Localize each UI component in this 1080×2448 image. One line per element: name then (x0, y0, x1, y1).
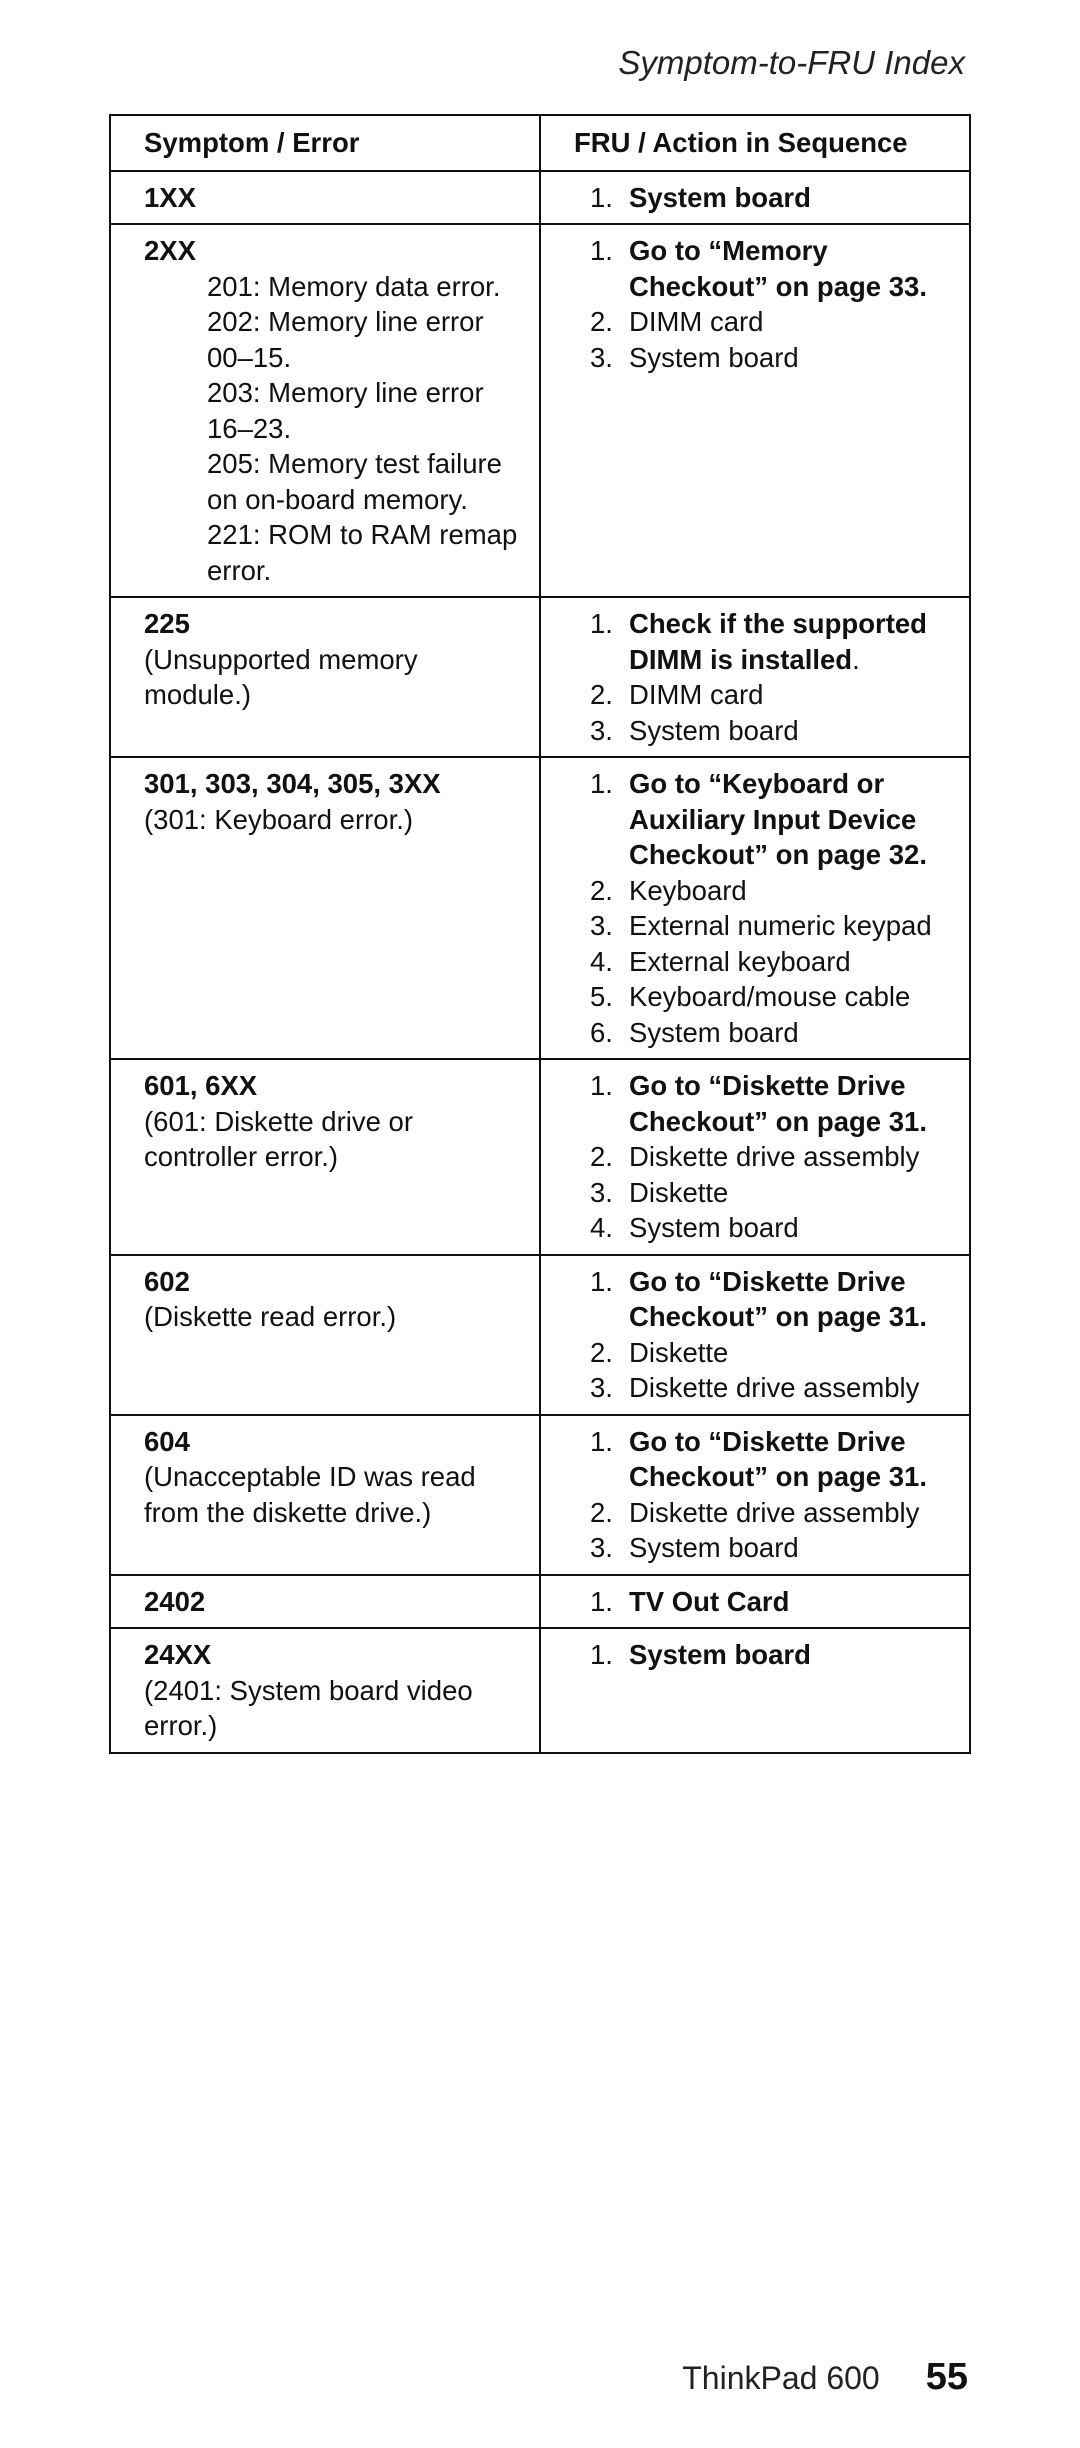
action-item (574, 1424, 953, 1495)
fru-action-cell (540, 1059, 970, 1255)
error-description: (301: Keyboard error.) (144, 803, 414, 835)
fru-action-cell (540, 1255, 970, 1415)
symptom-cell (110, 1415, 540, 1575)
action-number: 2. (590, 1141, 613, 1172)
action-number: 3. (590, 1176, 613, 1208)
page-footer (682, 2356, 968, 2399)
action-number: 3. (590, 1532, 613, 1563)
action-item (574, 304, 953, 340)
action-number: 4. (590, 1212, 613, 1243)
symptom-cell (110, 1255, 540, 1415)
action-number: 3. (590, 910, 613, 941)
fru-action-cell (540, 1575, 970, 1629)
action-text: DIMM card (629, 679, 764, 710)
action-text: DIMM card (629, 306, 764, 337)
error-code: 2402 (144, 1585, 206, 1617)
action-number: 1. (590, 768, 613, 799)
action-item (574, 1139, 953, 1175)
table-header-row (110, 115, 970, 171)
action-item (574, 979, 953, 1015)
fru-action-cell (540, 757, 970, 1059)
error-sublist-item: 202: Memory line error 00–15. (207, 306, 484, 373)
action-text: System board (629, 1016, 799, 1048)
table-row (110, 1575, 970, 1629)
fru-action-cell (540, 171, 970, 225)
action-text-tail: . (852, 643, 860, 675)
action-text: Check if the supported DIMM is installed (629, 608, 927, 675)
table-row (110, 597, 970, 757)
error-sublist-item: 201: Memory data error. (207, 270, 501, 302)
action-number: 2. (590, 1496, 613, 1528)
action-item (574, 606, 953, 677)
error-code: 602 (144, 1265, 190, 1297)
action-number: 2. (590, 1336, 613, 1368)
action-number: 5. (590, 981, 613, 1012)
fru-action-cell (540, 1415, 970, 1575)
error-description: (Diskette read error.) (144, 1301, 397, 1332)
error-description: (Unsupported memory module.) (144, 643, 418, 710)
action-item (574, 1637, 953, 1673)
table-row (110, 224, 970, 597)
error-sublist (144, 269, 523, 589)
action-item (574, 1530, 953, 1566)
table-row (110, 757, 970, 1059)
action-item (574, 944, 953, 980)
action-item (574, 180, 953, 216)
error-code: 604 (144, 1425, 190, 1457)
action-number: 3. (590, 341, 613, 373)
fru-action-cell (540, 1628, 970, 1753)
symptom-cell (110, 1628, 540, 1753)
action-text: TV Out Card (629, 1585, 790, 1617)
action-text: Go to “Diskette Drive Checkout” on page 31. (629, 1070, 927, 1137)
action-text: Diskette (629, 1336, 729, 1368)
table-row (110, 1059, 970, 1255)
action-text: Go to “Diskette Drive Checkout” on page 31. (629, 1265, 927, 1332)
action-item (574, 908, 953, 944)
action-number: 1. (590, 608, 613, 639)
action-list (574, 606, 953, 748)
action-text: Go to “Diskette Drive Checkout” on page 31. (629, 1425, 927, 1492)
action-number: 2. (590, 679, 613, 710)
action-item (574, 1335, 953, 1371)
symptom-cell (110, 224, 540, 597)
action-text: System board (629, 341, 799, 373)
action-number: 1. (590, 235, 613, 266)
action-list (574, 1264, 953, 1406)
action-text: Diskette drive assembly (629, 1141, 920, 1172)
action-text: Diskette drive assembly (629, 1372, 920, 1403)
action-item (574, 1175, 953, 1211)
action-item (574, 1370, 953, 1406)
action-item (574, 677, 953, 713)
error-code: 2XX (144, 235, 196, 266)
action-list (574, 1424, 953, 1566)
table-row (110, 1255, 970, 1415)
page-number: 55 (925, 2356, 968, 2398)
error-sublist-item: 221: ROM to RAM remap error. (207, 519, 518, 586)
action-number: 1. (590, 1425, 613, 1457)
action-item (574, 233, 953, 304)
action-number: 3. (590, 714, 613, 746)
symptom-cell (110, 171, 540, 225)
running-head: Symptom-to-FRU Index (618, 44, 965, 81)
action-text: System board (629, 1212, 799, 1243)
action-number: 1. (590, 1585, 613, 1617)
action-text: Diskette (629, 1176, 729, 1208)
action-text: Keyboard/mouse cable (629, 981, 911, 1012)
error-code: 601, 6XX (144, 1070, 258, 1101)
action-list (574, 1584, 953, 1620)
action-item (574, 1264, 953, 1335)
error-description: (2401: System board video error.) (144, 1674, 473, 1741)
action-text: System board (629, 181, 811, 213)
action-item (574, 1068, 953, 1139)
action-number: 4. (590, 945, 613, 977)
action-list (574, 1637, 953, 1673)
error-code: 225 (144, 608, 190, 639)
action-item (574, 766, 953, 873)
action-number: 1. (590, 1265, 613, 1297)
action-item (574, 1495, 953, 1531)
symptom-cell (110, 757, 540, 1059)
symptom-fru-table (109, 114, 971, 1754)
symptom-cell (110, 1575, 540, 1629)
error-code: 1XX (144, 181, 196, 213)
action-item (574, 1015, 953, 1051)
action-item (574, 713, 953, 749)
error-code: 301, 303, 304, 305, 3XX (144, 768, 441, 799)
action-text: Go to “Memory Checkout” on page 33. (629, 235, 927, 302)
action-text: Go to “Keyboard or Auxiliary Input Device Checkout” on page 32. (629, 768, 927, 870)
table-row (110, 171, 970, 225)
table-row (110, 1628, 970, 1753)
column-header-fru-action: FRU / Action in Sequence (540, 115, 970, 171)
action-text: System board (629, 1532, 799, 1563)
error-sublist-item: 203: Memory line error 16–23. (207, 377, 484, 444)
action-text: External keyboard (629, 945, 851, 977)
error-description: (Unacceptable ID was read from the diskette drive.) (144, 1461, 476, 1528)
action-number: 2. (590, 306, 613, 337)
action-list (574, 766, 953, 1050)
error-description: (601: Diskette drive or controller error.) (144, 1105, 413, 1172)
action-text: System board (629, 714, 799, 746)
action-list (574, 233, 953, 375)
table-body (110, 171, 970, 1753)
error-sublist-item: 205: Memory test failure on on-board memory. (207, 448, 502, 515)
action-item (574, 1210, 953, 1246)
action-number: 1. (590, 1639, 613, 1670)
action-number: 1. (590, 181, 613, 213)
action-number: 2. (590, 874, 613, 906)
column-header-symptom: Symptom / Error (110, 115, 540, 171)
action-list (574, 180, 953, 216)
action-text: System board (629, 1639, 811, 1670)
fru-action-cell (540, 224, 970, 597)
action-text: Keyboard (629, 874, 747, 906)
fru-action-cell (540, 597, 970, 757)
action-text: Diskette drive assembly (629, 1496, 920, 1528)
product-name: ThinkPad 600 (682, 2360, 880, 2396)
action-item (574, 873, 953, 909)
action-text: External numeric keypad (629, 910, 932, 941)
action-number: 3. (590, 1372, 613, 1403)
action-item (574, 1584, 953, 1620)
table-row (110, 1415, 970, 1575)
symptom-cell (110, 597, 540, 757)
action-number: 1. (590, 1070, 613, 1101)
symptom-cell (110, 1059, 540, 1255)
action-list (574, 1068, 953, 1246)
action-item (574, 340, 953, 376)
action-number: 6. (590, 1016, 613, 1048)
error-code: 24XX (144, 1639, 212, 1670)
